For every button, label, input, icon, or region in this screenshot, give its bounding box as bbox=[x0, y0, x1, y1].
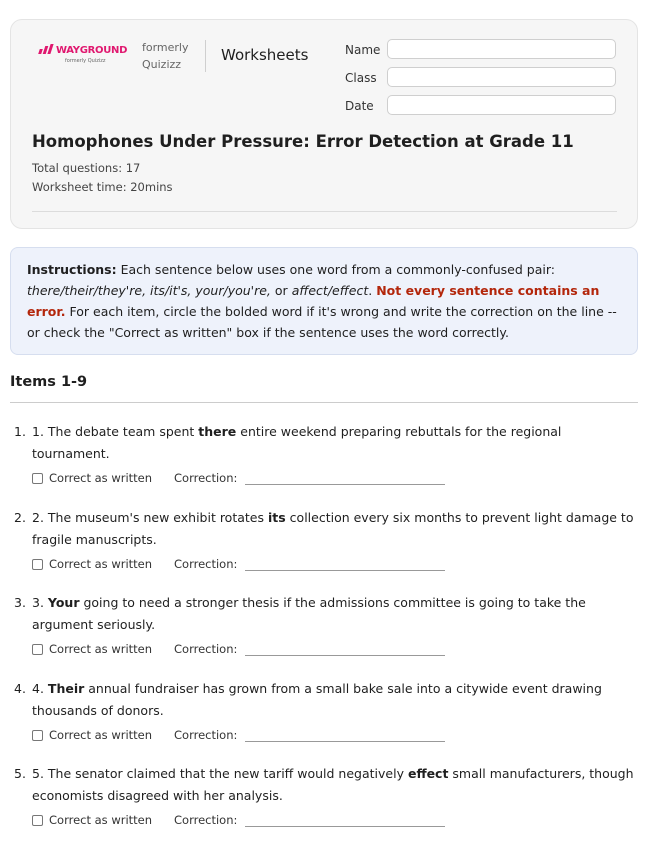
question-number: 3. bbox=[14, 595, 26, 610]
worksheet-time: Worksheet time: 20mins bbox=[32, 180, 173, 194]
question-label: 5. bbox=[32, 766, 44, 781]
instructions-text: Each sentence below uses one word from a commonly-confused pair: bbox=[120, 262, 555, 277]
header-divider bbox=[205, 40, 206, 72]
homophone-pair-last: affect/effect bbox=[291, 283, 369, 298]
correct-as-written-label: Correct as written bbox=[49, 642, 153, 656]
correct-as-written-checkbox[interactable] bbox=[32, 473, 43, 484]
correction-label: Correction: bbox=[174, 642, 238, 656]
target-word[interactable]: there bbox=[198, 424, 237, 439]
question-number: 2. bbox=[14, 510, 26, 525]
instructions-warning: Not every sentence contains an error. bbox=[27, 283, 600, 319]
correction-line[interactable] bbox=[245, 484, 445, 485]
correct-as-written-checkbox[interactable] bbox=[32, 730, 43, 741]
correct-as-written-checkbox[interactable] bbox=[32, 815, 43, 826]
name-field[interactable] bbox=[387, 39, 616, 59]
question-item: 2. 2. The museum's new exhibit rotates its collection every six months to prevent light damage to fragile manuscripts. Correct as written Correction: bbox=[14, 507, 634, 575]
correct-as-written-label: Correct as written bbox=[49, 813, 153, 827]
target-word[interactable]: effect bbox=[407, 766, 449, 781]
question-label: 1. bbox=[32, 424, 44, 439]
answer-row bbox=[32, 555, 634, 575]
question-label: 3. bbox=[32, 595, 44, 610]
answer-row bbox=[32, 811, 634, 831]
correct-as-written-label: Correct as written bbox=[49, 471, 153, 485]
question-label: 2. bbox=[32, 510, 44, 525]
total-questions: Total questions: 17 bbox=[32, 161, 141, 175]
target-word[interactable]: its bbox=[267, 510, 286, 525]
instructions-box: Instructions: Each sentence below uses one word from a commonly-confused pair: there/their/they're, its/it's, your/you're, or affect/effect. Not every sentence contains an error. For each item, circle the bolded word if it's wrong and write the correction on the line -- or check the "Correct as written" box if the sentence uses the word correctly. bbox=[10, 247, 638, 355]
target-word[interactable]: Your bbox=[47, 595, 80, 610]
question-label: 4. bbox=[32, 681, 44, 696]
date-label: Date bbox=[345, 99, 374, 113]
formerly-note: formerly Quizizz bbox=[142, 41, 189, 71]
class-label: Class bbox=[345, 71, 377, 85]
brand-subtitle: formerly Quizizz bbox=[65, 58, 106, 64]
correction-line[interactable] bbox=[245, 570, 445, 571]
correct-as-written-label: Correct as written bbox=[49, 557, 153, 571]
name-label: Name bbox=[345, 43, 381, 57]
worksheet-header bbox=[10, 19, 638, 229]
correction-label: Correction: bbox=[174, 728, 238, 742]
question-number: 5. bbox=[14, 766, 26, 781]
instructions-text-2: For each item, circle the bolded word if it's wrong and write the correction on the line -- or check the "Correct as written" box if the sentence uses the word correctly. bbox=[27, 304, 617, 340]
question-item: 5. 5. The senator claimed that the new tariff would negatively effect small manufacturers, though economists disagreed with her analysis. Correct as written Correction: bbox=[14, 763, 634, 831]
question-item: 3. 3. Your going to need a stronger thesis if the admissions committee is going to take the argument seriously. Correct as written Correction: bbox=[14, 592, 634, 660]
wayground-logo bbox=[39, 44, 139, 64]
section-rule bbox=[10, 402, 638, 403]
correct-as-written-checkbox[interactable] bbox=[32, 644, 43, 655]
correct-as-written-checkbox[interactable] bbox=[32, 559, 43, 570]
correction-line[interactable] bbox=[245, 655, 445, 656]
question-item: 4. 4. Their annual fundraiser has grown from a small bake sale into a citywide event drawing thousands of donors. Correct as written Correction: bbox=[14, 678, 634, 746]
header-rule bbox=[32, 211, 617, 212]
question-number: 4. bbox=[14, 681, 26, 696]
brand-name: WAYGROUND bbox=[56, 45, 128, 56]
correction-line[interactable] bbox=[245, 826, 445, 827]
target-word[interactable]: Their bbox=[47, 681, 85, 696]
class-field[interactable] bbox=[387, 67, 616, 87]
homophone-pairs: there/their/they're, its/it's, your/you're, bbox=[27, 283, 271, 298]
correction-label: Correction: bbox=[174, 557, 238, 571]
question-item: 1. 1. The debate team spent there entire weekend preparing rebuttals for the regional tournament. Correct as written Correction: bbox=[14, 421, 634, 489]
correction-label: Correction: bbox=[174, 813, 238, 827]
section-label: Worksheets bbox=[221, 46, 309, 64]
correction-label: Correction: bbox=[174, 471, 238, 485]
question-number: 1. bbox=[14, 424, 26, 439]
date-field[interactable] bbox=[387, 95, 616, 115]
logo-bars-icon bbox=[39, 44, 55, 54]
worksheet-title: Homophones Under Pressure: Error Detection at Grade 11 bbox=[32, 132, 574, 151]
instructions-lead: Instructions: bbox=[27, 262, 117, 277]
section-heading: Items 1-9 bbox=[10, 374, 88, 390]
answer-row bbox=[32, 726, 634, 746]
answer-row bbox=[32, 640, 634, 660]
correction-line[interactable] bbox=[245, 741, 445, 742]
correct-as-written-label: Correct as written bbox=[49, 728, 153, 742]
answer-row bbox=[32, 469, 634, 489]
